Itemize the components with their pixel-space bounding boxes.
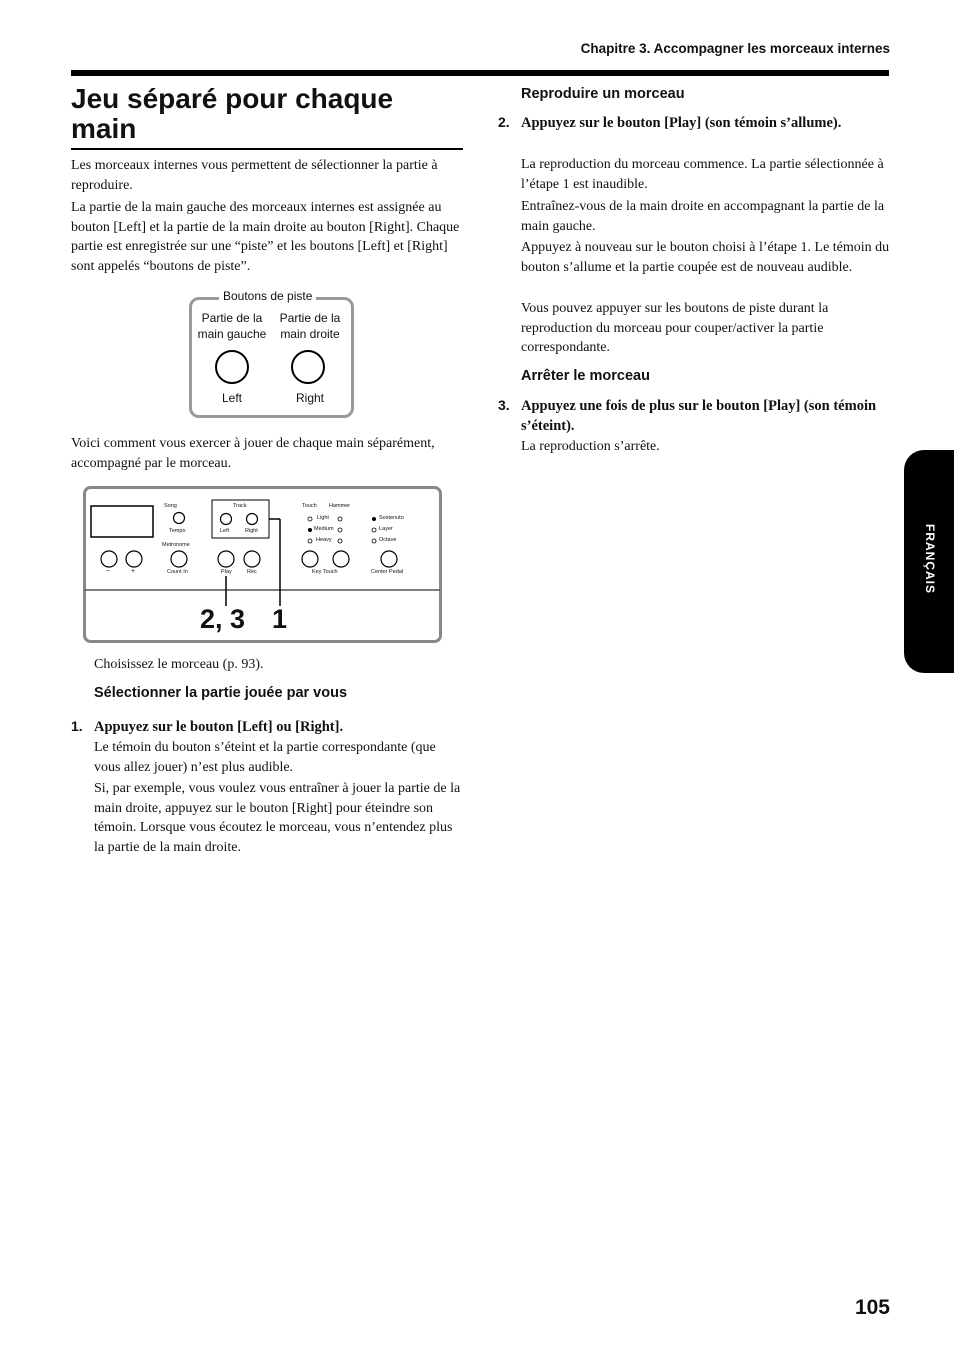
figure-caption: Boutons de piste	[219, 289, 316, 303]
step1-number: 1.	[71, 718, 83, 734]
right-part-line1: Partie de la	[279, 311, 341, 325]
step3-instruction: Appuyez une fois de plus sur le bouton [Play] (son témoin s’éteint).	[521, 398, 877, 434]
key-touch-button-1	[302, 551, 318, 567]
panel-plus-label: +	[131, 568, 136, 575]
panel-right-label: Right	[245, 528, 258, 534]
hammer-led-3	[338, 539, 342, 543]
chapter-header: Chapitre 3. Accompagner les morceaux internes	[580, 41, 890, 56]
display-window	[91, 506, 153, 537]
panel-minus-label: −	[106, 568, 111, 575]
panel-tempo-label: Tempo	[169, 528, 186, 534]
panel-center-pedal-label: Center Pedal	[371, 569, 404, 575]
left-part-line2: main gauche	[197, 327, 267, 341]
section-select-heading: Sélectionner la partie jouée par vous	[94, 685, 348, 701]
panel-left-label: Left	[220, 528, 230, 534]
right-track-button[interactable]	[291, 350, 325, 384]
plus-button	[126, 551, 142, 567]
song-button	[174, 513, 185, 524]
callout-step-1: 1	[272, 604, 288, 634]
panel-outline	[85, 488, 441, 642]
count-in-button	[171, 551, 187, 567]
panel-heavy-label: Heavy	[316, 537, 332, 543]
exercise-paragraph: Voici comment vous exercer à jouer de chaque main séparément, accompagné par le morceau.	[71, 436, 435, 471]
left-part-label	[194, 310, 270, 342]
panel-metronome-label: Metronome	[162, 542, 190, 548]
left-button-label: Left	[221, 391, 242, 405]
language-side-tab	[904, 450, 954, 673]
title-rule	[71, 148, 463, 150]
step1-body-1: Le témoin du bouton s’éteint et la partie correspondante (que vous allez jouer) n’est plus audible.	[94, 740, 436, 775]
panel-medium-label: Medium	[314, 526, 334, 532]
rec-button	[244, 551, 260, 567]
step2-body-1: La reproduction du morceau commence. La partie sélectionnée à l’étape 1 est inaudible.	[521, 157, 884, 192]
step2-instruction: Appuyez sur le bouton [Play] (son témoin s’allume).	[521, 115, 842, 131]
panel-track-label: Track	[233, 503, 247, 509]
page-title: Jeu séparé pour chaque main	[71, 83, 394, 144]
step2-body-3: Appuyez à nouveau sur le bouton choisi à l’étape 1. Le témoin du bouton s’allume et la partie coupée est de nouveau audible.	[521, 240, 890, 275]
panel-octave-label: Octave	[379, 537, 397, 543]
octave-led	[372, 539, 376, 543]
section-stop-heading: Arrêter le morceau	[521, 368, 650, 384]
panel-light-label: Light	[317, 515, 329, 521]
panel-rec-label: Rec	[247, 569, 257, 575]
panel-right-button	[247, 514, 258, 525]
panel-layer-label: Layer	[379, 526, 393, 532]
step1-body-2: Si, par exemple, vous voulez vous entraîner à jouer la partie de la main droite, appuyez sur le bouton [Right] pour éteindre son témoin. Lorsque vous écoutez le morceau, vous n’entendez plus la partie de la main droite.	[94, 781, 461, 855]
callout-steps-2-3: 2, 3	[200, 604, 246, 634]
step2-number: 2.	[498, 114, 510, 130]
page-number: 105	[854, 1296, 890, 1319]
sostenuto-led	[372, 517, 376, 521]
center-pedal-button	[381, 551, 397, 567]
minus-button	[101, 551, 117, 567]
choose-song-text: Choisissez le morceau (p. 93).	[94, 657, 264, 672]
control-panel-illustration	[83, 486, 443, 644]
panel-count-in-label: Count In	[167, 569, 188, 575]
panel-left-button	[221, 514, 232, 525]
hammer-led-2	[338, 528, 342, 532]
language-side-tab-label: FRANÇAIS	[923, 524, 937, 594]
step2-body-2: Entraînez-vous de la main droite en accompagnant la partie de la main gauche.	[521, 199, 885, 234]
intro-paragraph-2: La partie de la main gauche des morceaux internes est assignée au bouton [Left] et la partie de la main droite au bouton [Right]. Chaque partie est enregistrée sur une “piste” et les boutons [Left] et [Right] sont appelés “boutons de piste”.	[71, 200, 460, 274]
panel-play-label: Play	[221, 569, 232, 575]
section-play-heading: Reproduire un morceau	[521, 86, 685, 102]
layer-led	[372, 528, 376, 532]
right-part-label	[272, 310, 348, 342]
right-button-label: Right	[295, 391, 324, 405]
light-led	[308, 517, 312, 521]
panel-song-label: Song	[164, 503, 177, 509]
key-touch-button-2	[333, 551, 349, 567]
left-part-line1: Partie de la	[201, 311, 263, 325]
step3-number: 3.	[498, 397, 510, 413]
right-part-line2: main droite	[280, 327, 340, 341]
left-track-button[interactable]	[215, 350, 249, 384]
hammer-led-1	[338, 517, 342, 521]
medium-led	[308, 528, 312, 532]
panel-touch-label: Touch	[302, 503, 317, 509]
step3-body-1: La reproduction s’arrête.	[521, 439, 660, 454]
play-button	[218, 551, 234, 567]
intro-paragraph-1: Les morceaux internes vous permettent de sélectionner la partie à reproduire.	[71, 158, 438, 193]
step2-body-4: Vous pouvez appuyer sur les boutons de piste durant la reproduction du morceau pour couper/activer la partie correspondante.	[521, 301, 829, 356]
header-rule	[71, 70, 889, 76]
panel-sostenuto-label: Sostenuto	[379, 515, 404, 521]
step1-instruction: Appuyez sur le bouton [Left] ou [Right].	[94, 719, 344, 735]
panel-key-touch-label: Key Touch	[312, 569, 338, 575]
heavy-led	[308, 539, 312, 543]
panel-hammer-label: Hammer	[329, 503, 351, 509]
